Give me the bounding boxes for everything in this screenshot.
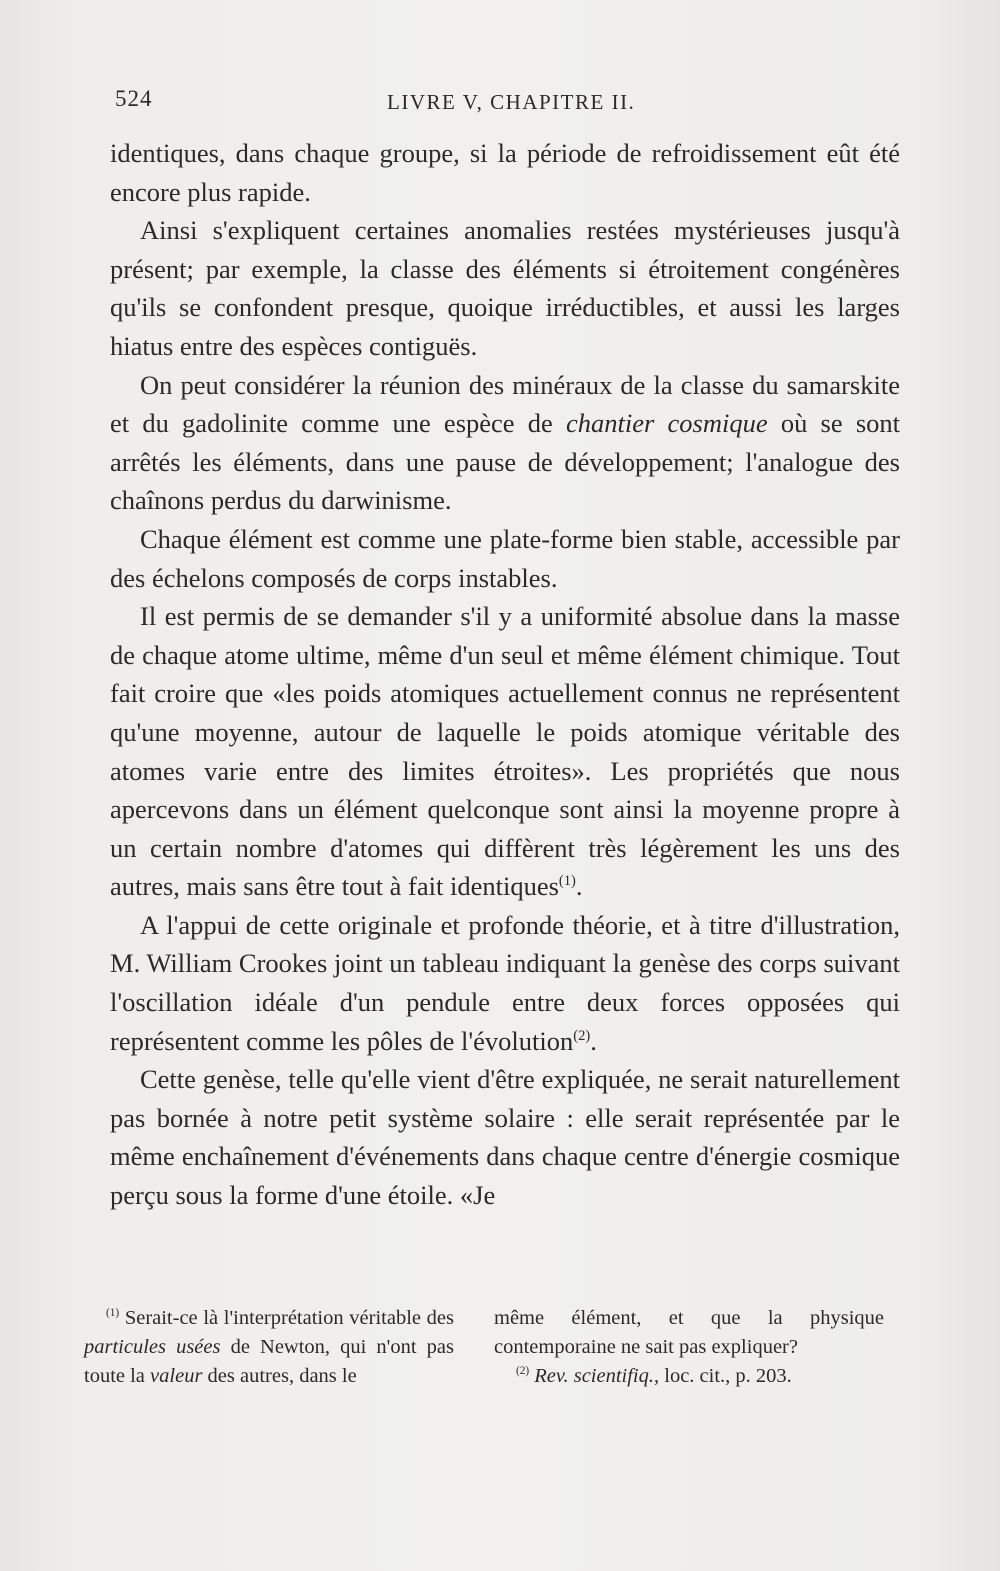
footnote-1-text-c: des autres, dans le bbox=[202, 1365, 357, 1387]
paragraph-6 bbox=[110, 906, 900, 1060]
paragraph-5-end: . bbox=[575, 871, 583, 902]
page-number: 524 bbox=[115, 86, 153, 111]
footnote-1-marker: (1) bbox=[106, 1307, 120, 1320]
paragraph-3-text-b: où se sont arrêtés les éléments, dans une pause de développement; l'analogue des chaînons perdus du darwinisme. bbox=[110, 408, 901, 516]
footnote-1-text-b: de Newton, qui n'ont pas toute la bbox=[84, 1336, 454, 1387]
running-head: LIVRE V, CHAPITRE II. bbox=[387, 90, 636, 114]
footnote-2-text: , loc. cit., p. 203. bbox=[654, 1365, 792, 1387]
footnote-1-text-a: Serait-ce là l'interprétation véritable des bbox=[119, 1307, 454, 1329]
main-text bbox=[110, 134, 900, 1215]
paragraph-7: Cette genèse, telle qu'elle vient d'être expliquée, ne serait naturellement pas bornée à notre petit système solaire : elle serait représentée par le même enchaînement d'événements dans chaque centre d'énergie cosmique perçu sous la forme d'une étoile. «Je bbox=[110, 1064, 900, 1211]
paragraph-3-italic: chantier cosmique bbox=[565, 408, 768, 439]
footnotes-left-column bbox=[84, 1304, 454, 1391]
footnotes-right-column bbox=[494, 1304, 884, 1391]
footnote-1-italic-2: valeur bbox=[150, 1365, 203, 1387]
paragraph-6-end: . bbox=[590, 1025, 597, 1056]
footnote-2-marker: (2) bbox=[516, 1365, 530, 1378]
footnote-2 bbox=[494, 1362, 884, 1391]
footnote-ref-1: (1) bbox=[558, 873, 576, 890]
footnote-1 bbox=[84, 1304, 454, 1391]
footnote-ref-2: (2) bbox=[573, 1027, 591, 1044]
footnote-2-italic: Rev. scientifiq. bbox=[534, 1365, 654, 1387]
paragraph-2: Ainsi s'expliquent certaines anomalies restées mystérieuses jusqu'à présent; par exemple, la classe des éléments si étroitement congénères qu'ils se confondent presque, quoique irréductibles, et aussi les larges hiatus entre des espèces contiguës. bbox=[110, 215, 900, 361]
paragraph-5 bbox=[110, 597, 900, 906]
paragraph-1: identiques, dans chaque groupe, si la période de refroidissement eût été encore plus rapide. bbox=[110, 138, 900, 207]
paragraph-6-text: A l'appui de cette originale et profonde théorie, et à titre d'illustration, M. William Crookes joint un tableau indiquant la genèse des corps suivant l'oscillation idéale d'un pendule entre deux forces opposées qui représentent comme les pôles de l'évolution bbox=[110, 909, 900, 1056]
footnote-1-italic-1: particules usées bbox=[84, 1336, 221, 1358]
paragraph-4: Chaque élément est comme une plate-forme bien stable, accessible par des échelons composés de corps instables. bbox=[110, 523, 900, 593]
paragraph-3 bbox=[110, 366, 900, 520]
paragraph-3-text-a: On peut considérer la réunion des minéraux de la classe du samarskite et du gadolinite comme une espèce de bbox=[110, 369, 900, 439]
paragraph-5-text: Il est permis de se demander s'il y a uniformité absolue dans la masse de chaque atome ultime, même d'un seul et même élément chimique. Tout fait croire que «les poids atomiques actuellement connus ne représentent qu'une moyenne, autour de laquelle le poids atomique véritable des atomes varie entre des limites étroites». Les propriétés que nous apercevons dans un élément quelconque sont ainsi la moyenne propre à un certain nombre d'atomes qui diffèrent très légèrement les uns des autres, mais sans être tout à fait identiques bbox=[110, 601, 900, 902]
footnote-1-continuation: même élément, et que la physique contemporaine ne sait pas expliquer? bbox=[494, 1307, 884, 1358]
page-header bbox=[115, 86, 895, 126]
